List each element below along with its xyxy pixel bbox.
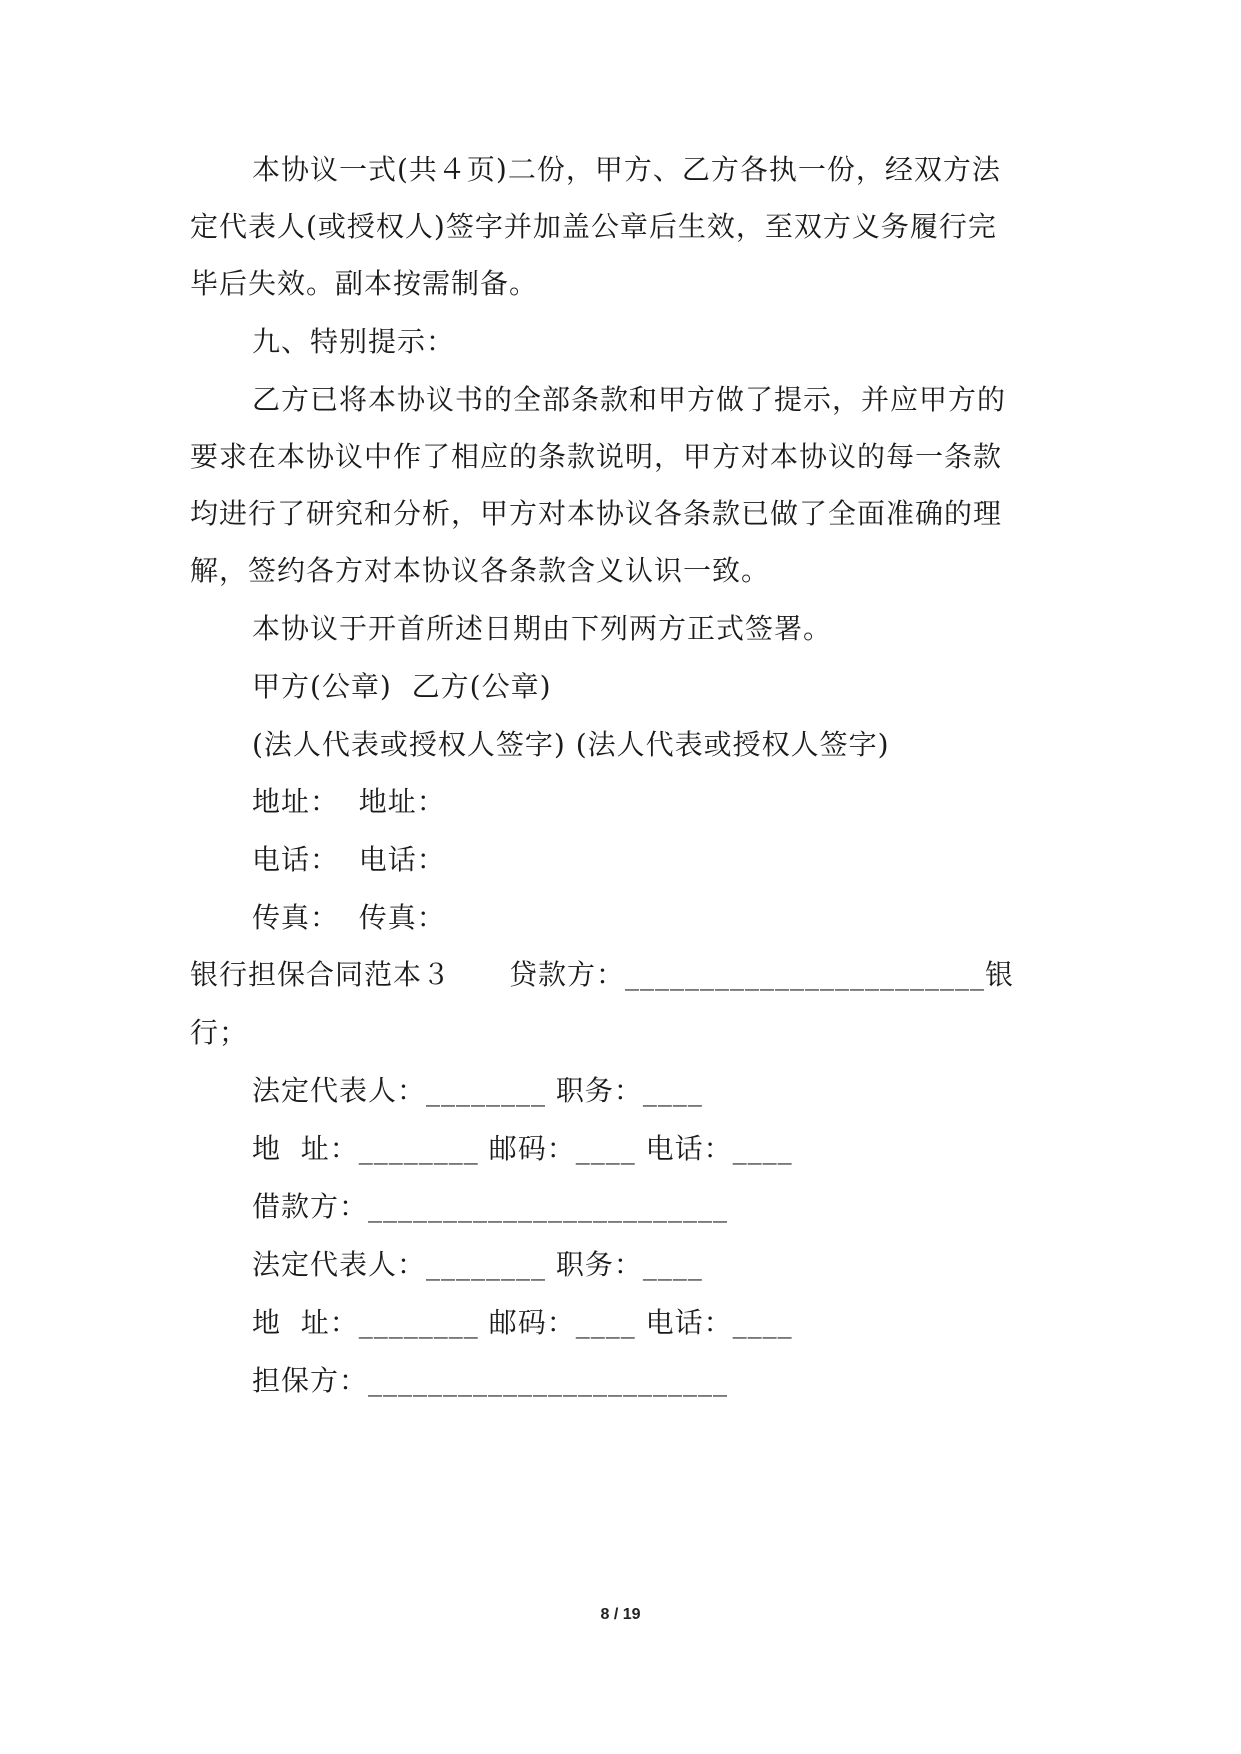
paragraph-line: 均进行了研究和分析，甲方对本协议各条款已做了全面准确的理 <box>190 497 1003 530</box>
paragraph-line: 毕后失效。副本按需制备。 <box>190 267 539 300</box>
paragraph-line: 本协议于开首所述日期由下列两方正式签署。 <box>252 612 833 645</box>
paragraph-line: 本协议一式(共４页)二份，甲方、乙方各执一份，经双方法 <box>252 153 1001 186</box>
form-field-line: 担保方：________________________ <box>252 1364 729 1397</box>
contract-title-line: 银行担保合同范本３ 贷款方：________________________银 <box>190 958 1015 991</box>
form-field-line: 地 址：________ 邮码：____ 电话：____ <box>252 1132 793 1165</box>
section-heading: 九、特别提示： <box>252 325 456 358</box>
paragraph-line: 定代表人(或授权人)签字并加盖公章后生效，至双方义务履行完 <box>190 210 997 243</box>
form-field-line: 借款方：________________________ <box>252 1190 729 1223</box>
paragraph-line: 行； <box>190 1016 249 1049</box>
paragraph-line: 要求在本协议中作了相应的条款说明，甲方对本协议的每一条款 <box>190 440 1003 473</box>
signature-line: 甲方(公章) 乙方(公章) <box>252 670 552 703</box>
form-field-line: 法定代表人：________ 职务：____ <box>252 1074 703 1107</box>
form-field-line: 法定代表人：________ 职务：____ <box>252 1248 703 1281</box>
fax-line: 传真： 传真： <box>252 901 446 934</box>
paragraph-line: 乙方已将本协议书的全部条款和甲方做了提示，并应甲方的 <box>252 383 1007 416</box>
page-number: 8 / 19 <box>600 1606 641 1623</box>
paragraph-line: 解，签约各方对本协议各条款含义认识一致。 <box>190 554 771 587</box>
form-field-line: 地 址：________ 邮码：____ 电话：____ <box>252 1306 793 1339</box>
phone-line: 电话： 电话： <box>252 843 446 876</box>
address-line: 地址： 地址： <box>252 785 446 818</box>
signature-line: (法人代表或授权人签字) (法人代表或授权人签字) <box>252 728 890 761</box>
